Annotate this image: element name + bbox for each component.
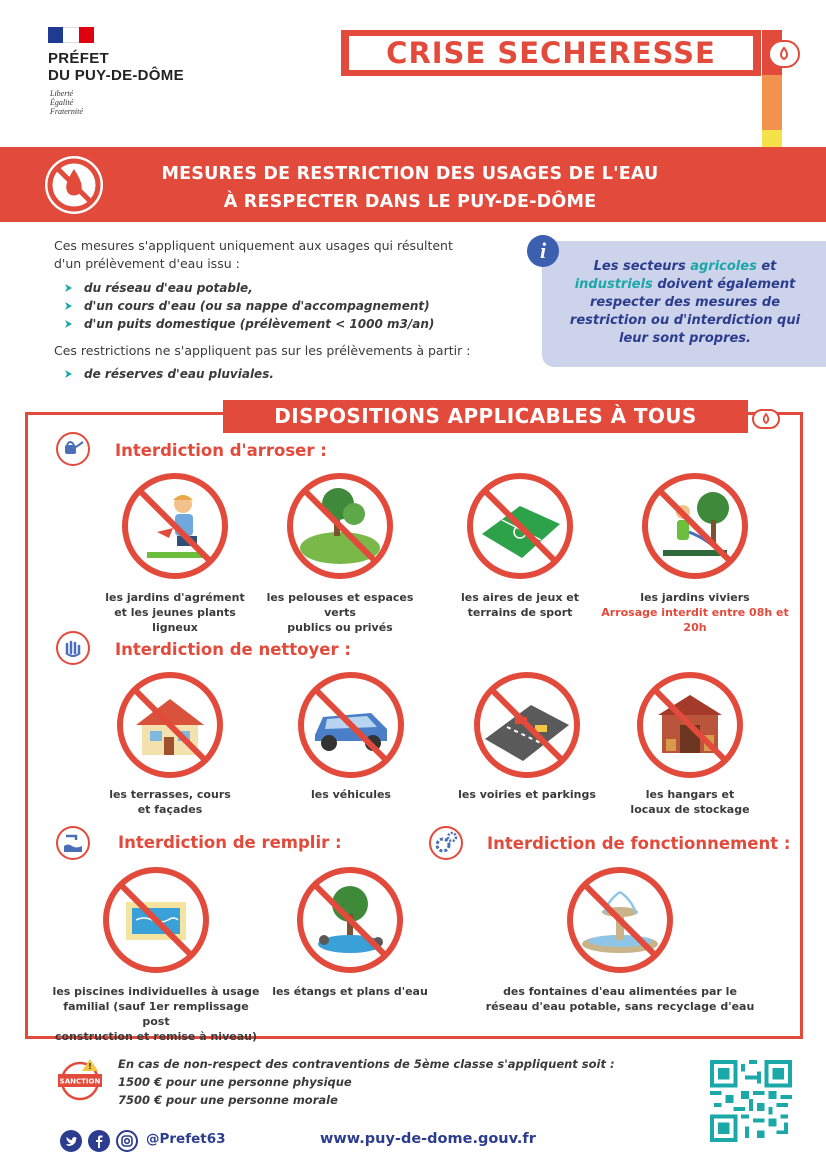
intro-text-1: Ces mesures s'appliquent uniquement aux usages qui résultent d'un prélèvement d'eau issu :: [54, 238, 453, 271]
republic-motto: Liberté Égalité Fraternité: [50, 89, 83, 116]
gears-icon: [429, 826, 463, 860]
sanction-label: SANCTION: [59, 1077, 101, 1086]
section-title-fonctionnement: Interdiction de fonctionnement :: [487, 834, 791, 853]
item-vehicules: les véhicules: [281, 669, 421, 802]
item-jardins-agrement: les jardins d'agrément et les jeunes plants ligneux: [90, 470, 260, 635]
facebook-icon[interactable]: [88, 1130, 110, 1152]
chevron-right-icon: [64, 319, 74, 329]
social-handle[interactable]: @Prefet63: [146, 1131, 226, 1147]
parking-icon: [471, 669, 583, 781]
item-hangars: les hangars et locaux de stockage: [620, 669, 760, 817]
banner-title: MESURES DE RESTRICTION DES USAGES DE L'EAU À RESPECTER DANS LE PUY-DE-DÔME: [161, 164, 659, 212]
info-icon: i: [527, 235, 559, 267]
drop-icon: [768, 40, 800, 68]
item-piscines: les piscines individuelles à usage familial (sauf 1er remplissage post construction et remise à niveau): [48, 864, 264, 1044]
tap-filling-icon: [56, 826, 90, 860]
website-link[interactable]: www.puy-de-dome.gouv.fr: [320, 1131, 536, 1147]
level-bar-orange: [762, 75, 782, 130]
crisis-title-box: [341, 30, 761, 76]
info-text: Les secteurs agricoles et industriels doivent également respecter des mesures de restriction ou d'interdiction qui leur sont propres.: [569, 259, 801, 346]
pond-icon: [294, 864, 406, 976]
svg-text:!: !: [88, 1062, 92, 1071]
item-voiries: les voiries et parkings: [452, 669, 602, 802]
pool-icon: [100, 864, 212, 976]
house-icon: [114, 669, 226, 781]
intro-text-2: Ces restrictions ne s'appliquent pas sur les prélèvements à partir :: [54, 343, 471, 358]
crisis-title: CRISE SECHERESSE: [386, 36, 716, 70]
intro-block: [54, 237, 494, 383]
fountain-icon: [564, 864, 676, 976]
list-item: de réserves d'eau pluviales.: [64, 365, 494, 383]
instagram-icon[interactable]: [116, 1130, 138, 1152]
car-icon: [295, 669, 407, 781]
cleaning-hand-icon: [56, 631, 90, 665]
list-item: d'un cours d'eau (ou sa nappe d'accompagnement): [64, 297, 494, 315]
sports-field-icon: [464, 470, 576, 582]
qr-code[interactable]: [710, 1060, 792, 1142]
list-item: d'un puits domestique (prélèvement < 1000 m3/an): [64, 315, 494, 333]
item-jardins-viviers: les jardins viviers Arrosage interdit entre 08h et 20h: [588, 470, 802, 635]
marianne-logo: [48, 27, 94, 43]
list-item: du réseau d'eau potable,: [64, 279, 494, 297]
section-title-nettoyer: Interdiction de nettoyer :: [115, 640, 351, 659]
item-aires-de-jeux: les aires de jeux et terrains de sport: [440, 470, 600, 620]
watering-hours-note: Arrosage interdit entre 08h et 20h: [601, 606, 789, 634]
chevron-right-icon: [64, 301, 74, 311]
twitter-icon[interactable]: [60, 1130, 82, 1152]
nursery-garden-icon: [639, 470, 751, 582]
dispositions-title: DISPOSITIONS APPLICABLES À TOUS: [274, 404, 697, 428]
shed-icon: [634, 669, 746, 781]
lawn-icon: [284, 470, 396, 582]
drop-icon: [752, 409, 780, 429]
sanction-text: En cas de non-respect des contraventions de 5ème classe s'appliquent soit : 1500 € pour une personne physique 7500 € pour une personne morale: [118, 1057, 615, 1107]
watering-can-icon: [56, 432, 90, 466]
item-terrasses: les terrasses, cours et façades: [95, 669, 245, 817]
chevron-right-icon: [64, 283, 74, 293]
chevron-right-icon: [64, 369, 74, 379]
no-water-icon: [42, 153, 106, 221]
prefecture-name: PRÉFET DU PUY-DE-DÔME: [48, 50, 184, 84]
section-title-arroser: Interdiction d'arroser :: [115, 441, 327, 460]
item-fontaines: des fontaines d'eau alimentées par le réseau d'eau potable, sans recyclage d'eau: [470, 864, 770, 1014]
section-title-remplir: Interdiction de remplir :: [118, 833, 342, 852]
gardener-icon: [119, 470, 231, 582]
sanction-badge: [58, 1057, 102, 1101]
item-etangs: les étangs et plans d'eau: [270, 864, 430, 999]
item-pelouses: les pelouses et espaces verts publics ou privés: [250, 470, 430, 635]
source-list: [64, 279, 494, 333]
